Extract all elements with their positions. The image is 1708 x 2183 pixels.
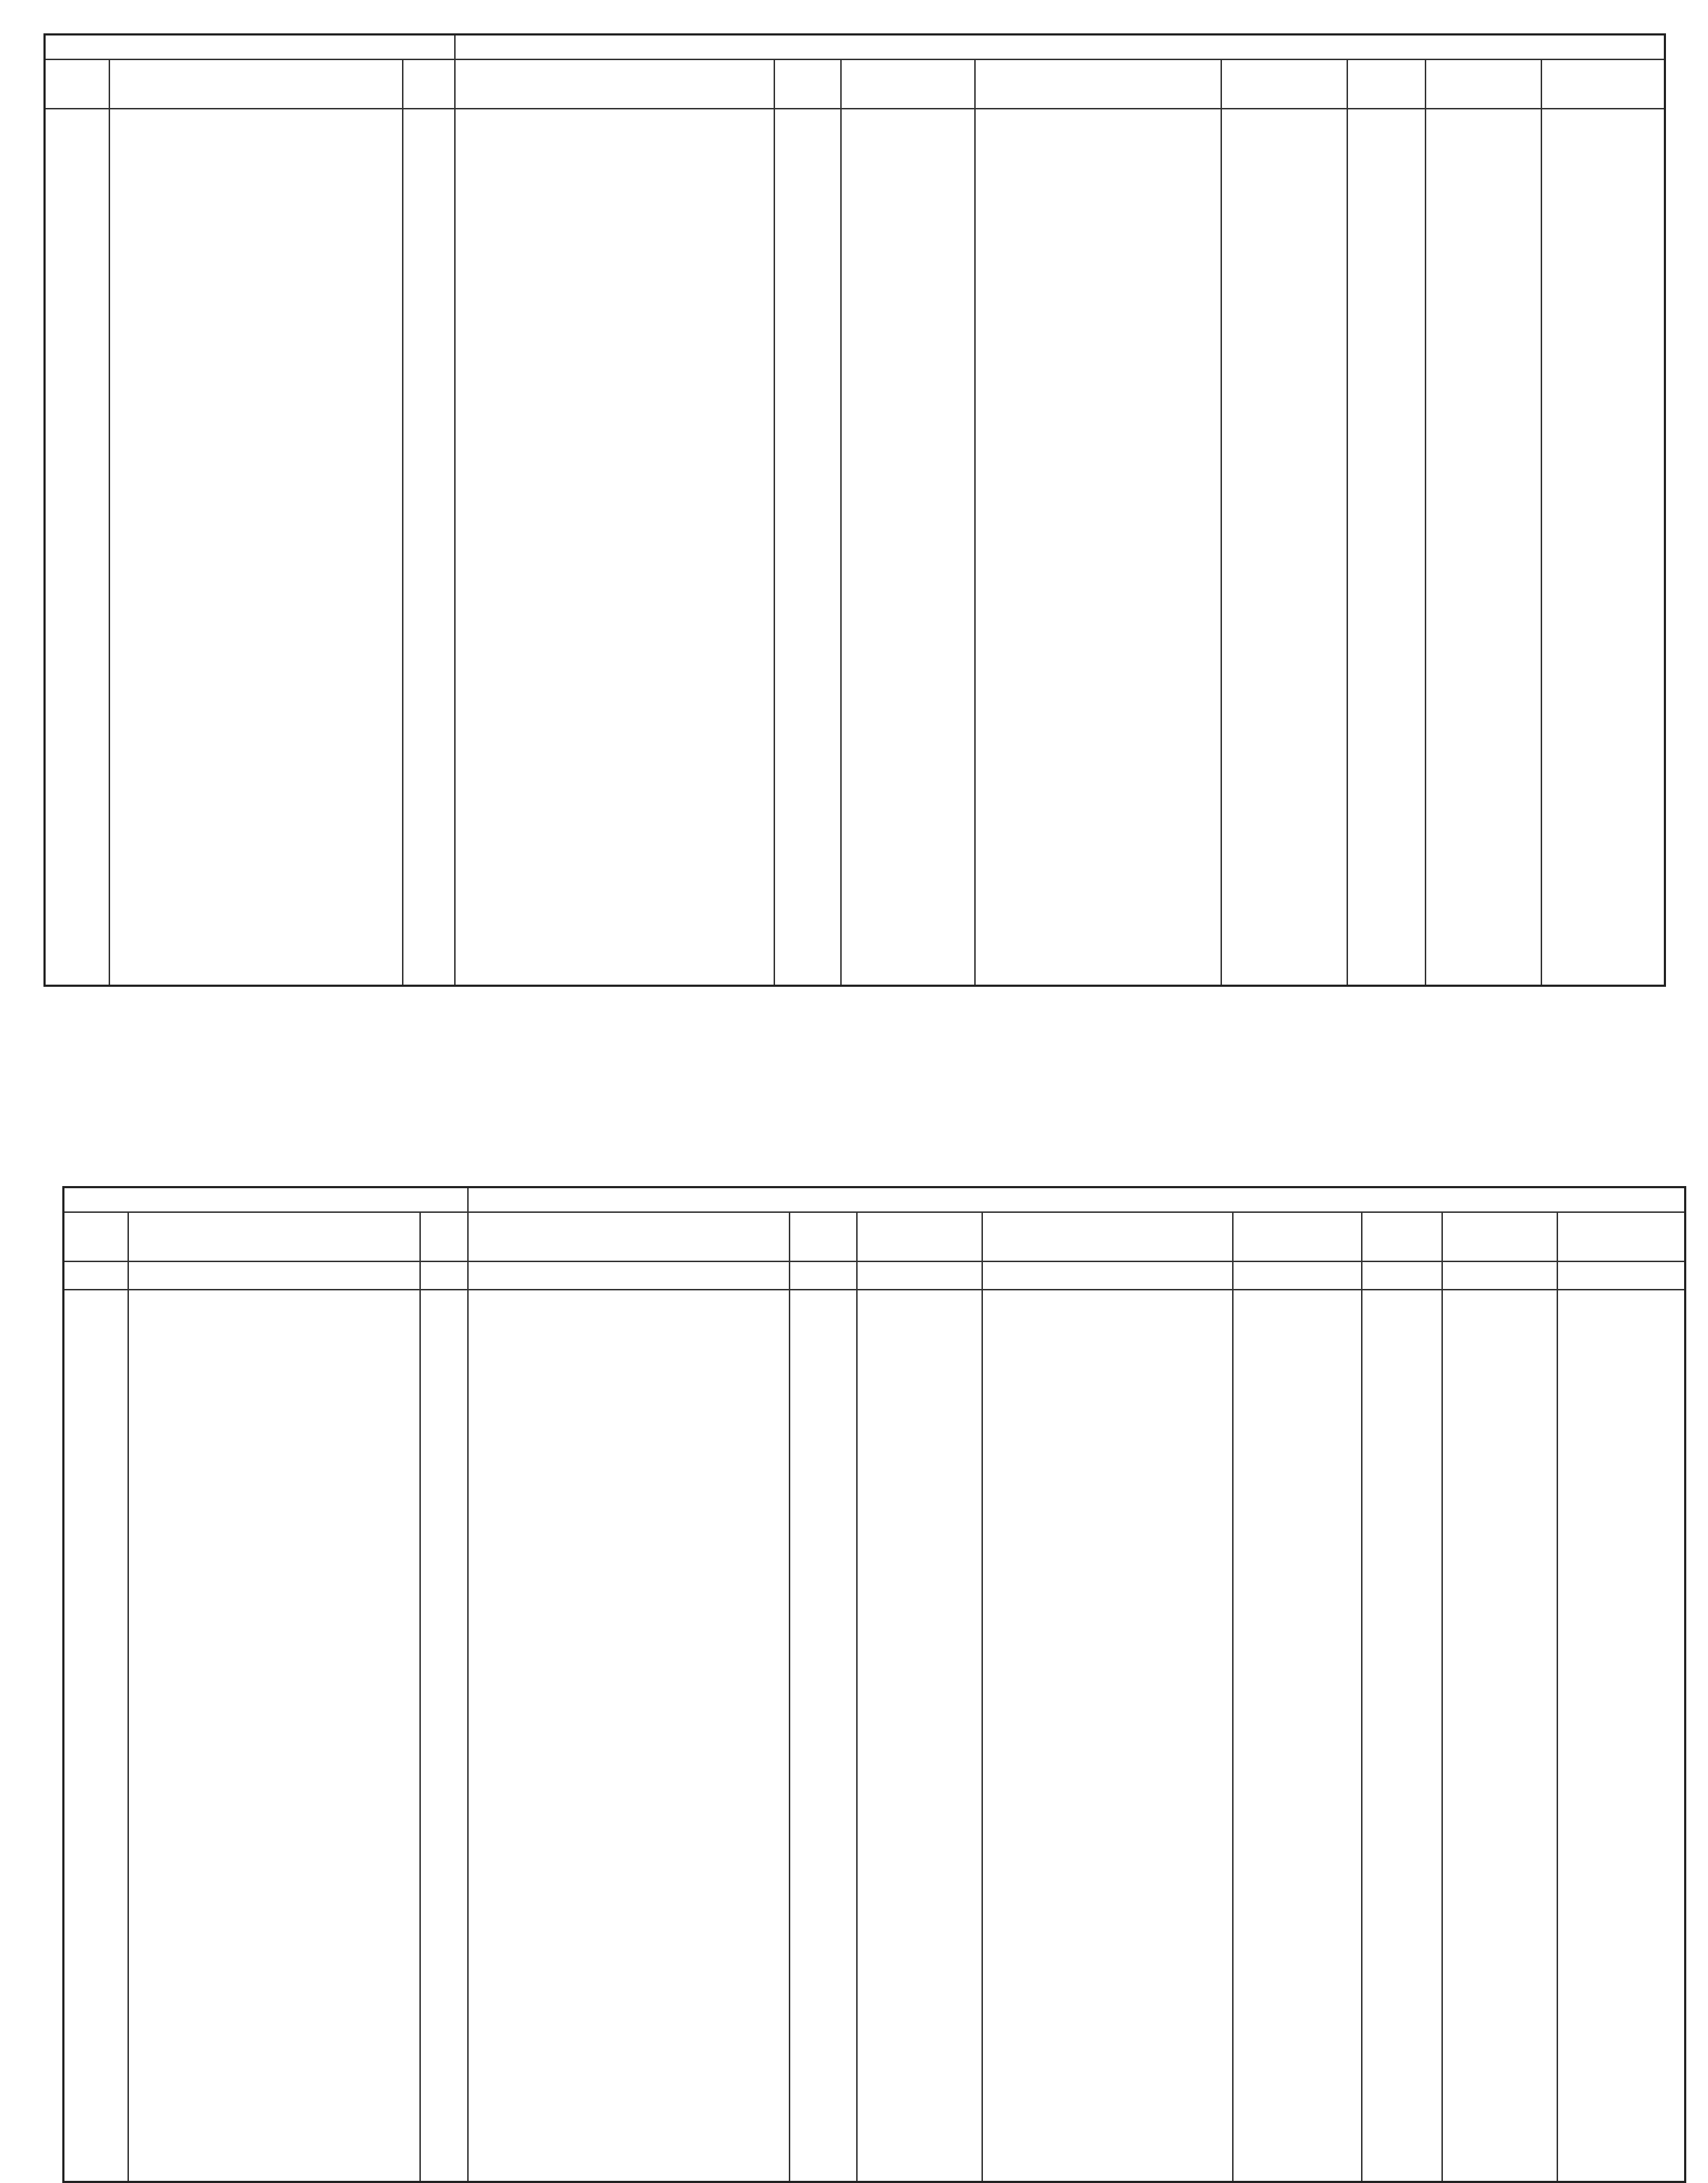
group-header-puesto-adjudicado xyxy=(46,36,459,56)
group-header-puesto-procedencia xyxy=(477,1188,1115,1209)
assignment-table-1 xyxy=(43,33,1666,987)
assignment-table-2 xyxy=(62,1186,1686,2183)
group-header-datos-personales xyxy=(1115,1188,1688,1209)
group-header-puesto-procedencia xyxy=(459,36,1096,56)
group-header-puesto-adjudicado xyxy=(64,1188,477,1209)
group-header-datos-personales xyxy=(1096,36,1668,56)
